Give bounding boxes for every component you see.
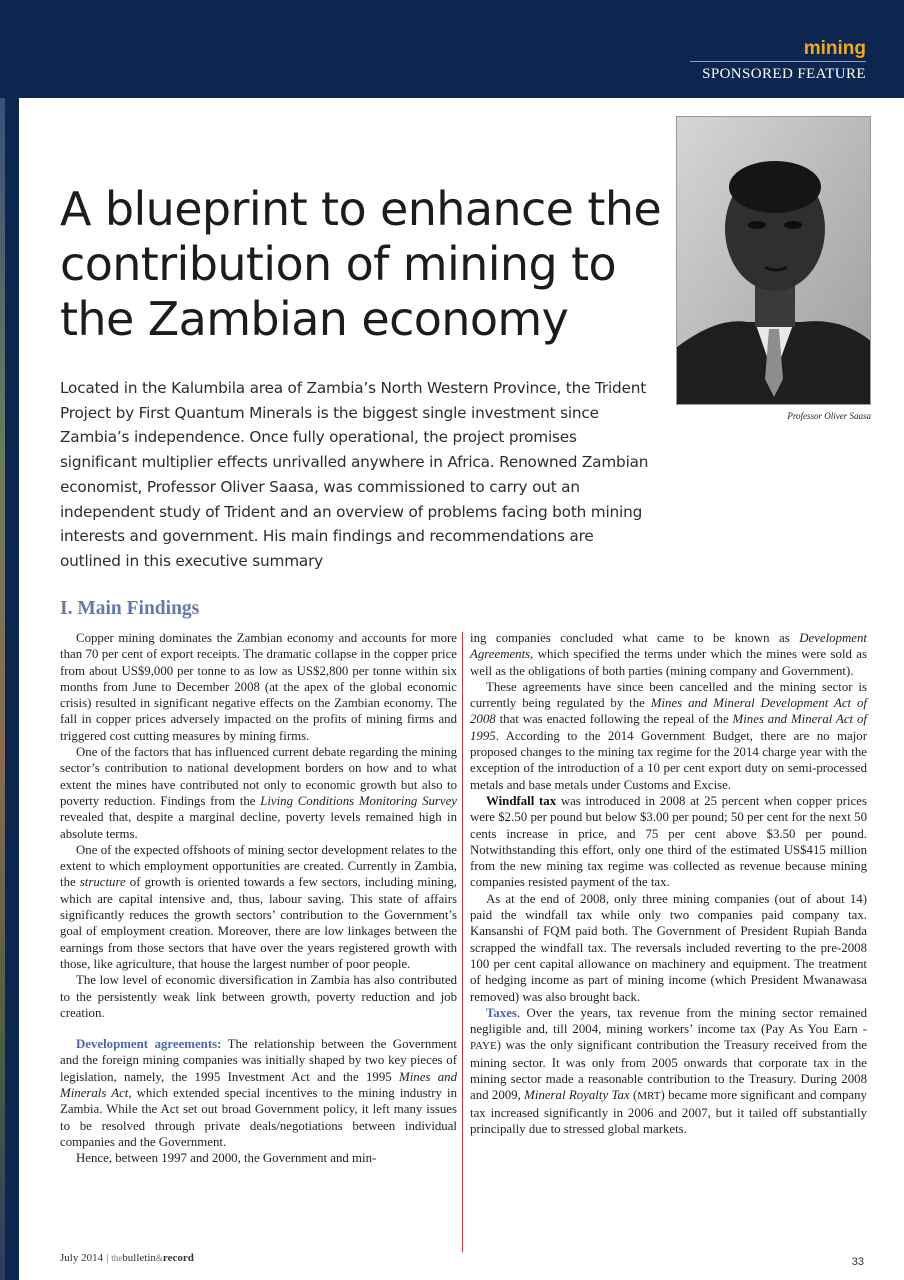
paragraph-taxes: Taxes. Over the years, tax revenue from the mining sector remained negligible and, till 2004, mining workers’ income tax (Pay As You Earn - PAYE) was the only significant contribution the Treasury received from the mining sector. It was only from 2005 onwards that corporate tax in the mining sector made a reasonable contribution to the Treasury. During 2008 and 2009, Mineral Royalty Tax (MRT) became more significant and company tax increased significantly in 2006 and 2007, but it tailed off substantially principally due to stressed global markets. (470, 1005, 867, 1136)
survey-title: Living Conditions Monitoring Survey (260, 793, 458, 808)
page-footer: July 2014 | thebulletin&record (60, 1252, 194, 1264)
body-column-right (470, 630, 867, 1137)
issue-date: July 2014 (60, 1252, 104, 1264)
section-kicker (690, 38, 866, 83)
paragraph: As at the end of 2008, only three mining companies (out of about 14) paid the windfall tax while only two companies paid company tax. Kansanshi of FQM paid both. The Government of President Rupiah Banda scrapped the windfall tax. The reversals included reverting to the pre-2008 100 per cent capital allowance on machinery and equipment. The treatment of hedging income as part of mining income (which President Mwanawasa removed) was also brought back. (470, 891, 867, 1004)
paragraph: ing companies concluded what came to be known as Development Agreements, which specified the terms under which the mines were sold as well as the obligations of both parties (mining company and Government). (470, 631, 867, 678)
portrait-photo (676, 116, 871, 405)
paragraph: One of the factors that has influenced current debate regarding the mining sector’s contribution to national development borders on how and to what extent the mines have contributed not only to economic growth but also to poverty reduction. Findings from the Living Conditions Monitoring Survey revealed that, despite a marginal decline, poverty levels remained high in absolute terms. (60, 745, 458, 841)
left-edge-strip (0, 98, 5, 1280)
paragraph-development-agreements: Development agreements: The relationship between the Government and the foreign mining companies was initially shaped by two key pieces of legislation, namely, the 1995 Investment Act and the 1995 Mines and Minerals Act, which extended special incentives to the mining industry in Zambia. While the Act set out broad Government policy, it left many issues to be resolved through private deals/negotiations between individual companies and the Government. (60, 1037, 457, 1149)
section-heading: I. Main Findings (60, 598, 200, 619)
page-number: 33 (851, 1256, 864, 1268)
publication-name: bulletin (122, 1252, 156, 1264)
sponsored-feature-label: SPONSORED FEATURE (702, 66, 866, 82)
paragraph: Hence, between 1997 and 2000, the Government and min- (76, 1151, 377, 1166)
body-column-left (60, 630, 457, 1167)
photo-caption: Professor Oliver Saasa (787, 411, 871, 421)
section-label: mining (803, 38, 866, 59)
paragraph: One of the expected offshoots of mining sector development relates to the extent to which employment opportunities are created. Currently in Zambia, the structure of growth is oriented towards a few sectors, including mining, which are capital intensive and, thus, labour saving. This state of affairs significantly reduces the growth sectors’ contribution to the Government’s goal of employment creation. Moreover, there are low linkages between the earnings from those sectors that have over the years registered growth with those, like agriculture, that house the largest number of poor people. (60, 842, 457, 971)
kicker-rule (690, 61, 866, 62)
paragraph: Copper mining dominates the Zambian economy and accounts for more than 70 per cent of export receipts. The dramatic collapse in the copper price from about US$9,000 per tonne to as low as US$2,800 per tonne within six months from June to December 2008 (at the apex of the global economic crisis) resulted in significant negative effects on the Zambian economy. The fall in copper prices adversely impacted on the profits of mining firms and triggered cost cutting measures by mining firms. (60, 631, 457, 743)
article-headline: A blueprint to enhance the contribution of mining to the Zambian economy (60, 182, 662, 346)
subhead: Development agreements: (76, 1037, 222, 1052)
paragraph: The low level of economic diversification in Zambia has also contributed to the persistently weak link between growth, poverty reduction and job creation. (60, 973, 457, 1020)
paragraph: These agreements have since been cancelled and the mining sector is currently being regulated by the Mines and Mineral Development Act of 2008 that was enacted following the repeal of the Mines and Mineral Act of 1995. According to the 2014 Government Budget, there are no major proposed changes to the mining tax regime for the 2014 charge year with the exception of the introduction of a 10 per cent export duty on semi-processed metals and base metals under Customs and Excise. (470, 679, 868, 792)
footer-separator: | (106, 1252, 109, 1264)
subhead: Windfall tax (486, 793, 557, 808)
subhead: Taxes (486, 1005, 517, 1020)
article-standfirst: Located in the Kalumbila area of Zambia’s North Western Province, the Trident Project by First Quantum Minerals is the biggest single investment since Zambia’s independence. Once fully operational, the project promises significant multiplier effects unrivalled anywhere in Africa. Renowned Zambian economist, Professor Oliver Saasa, was commissioned to carry out an independent study of Trident and an overview of problems facing both mining interests and government. His main findings and recommendations are outlined in this executive summary (60, 379, 649, 570)
portrait-illustration (677, 117, 871, 405)
paragraph-windfall-tax: Windfall tax was introduced in 2008 at 25 percent when copper prices were $2.50 per pound but below $3.00 per pound; 50 per cent for the next 50 cents increase in price, and 75 per cent above $3.50 per pound. Notwithstanding this effort, only one third of the estimated US$415 million from the new mining tax regime was collected as revenue because mining companies resisted payment of the tax. (470, 793, 867, 890)
column-divider (462, 632, 463, 1252)
